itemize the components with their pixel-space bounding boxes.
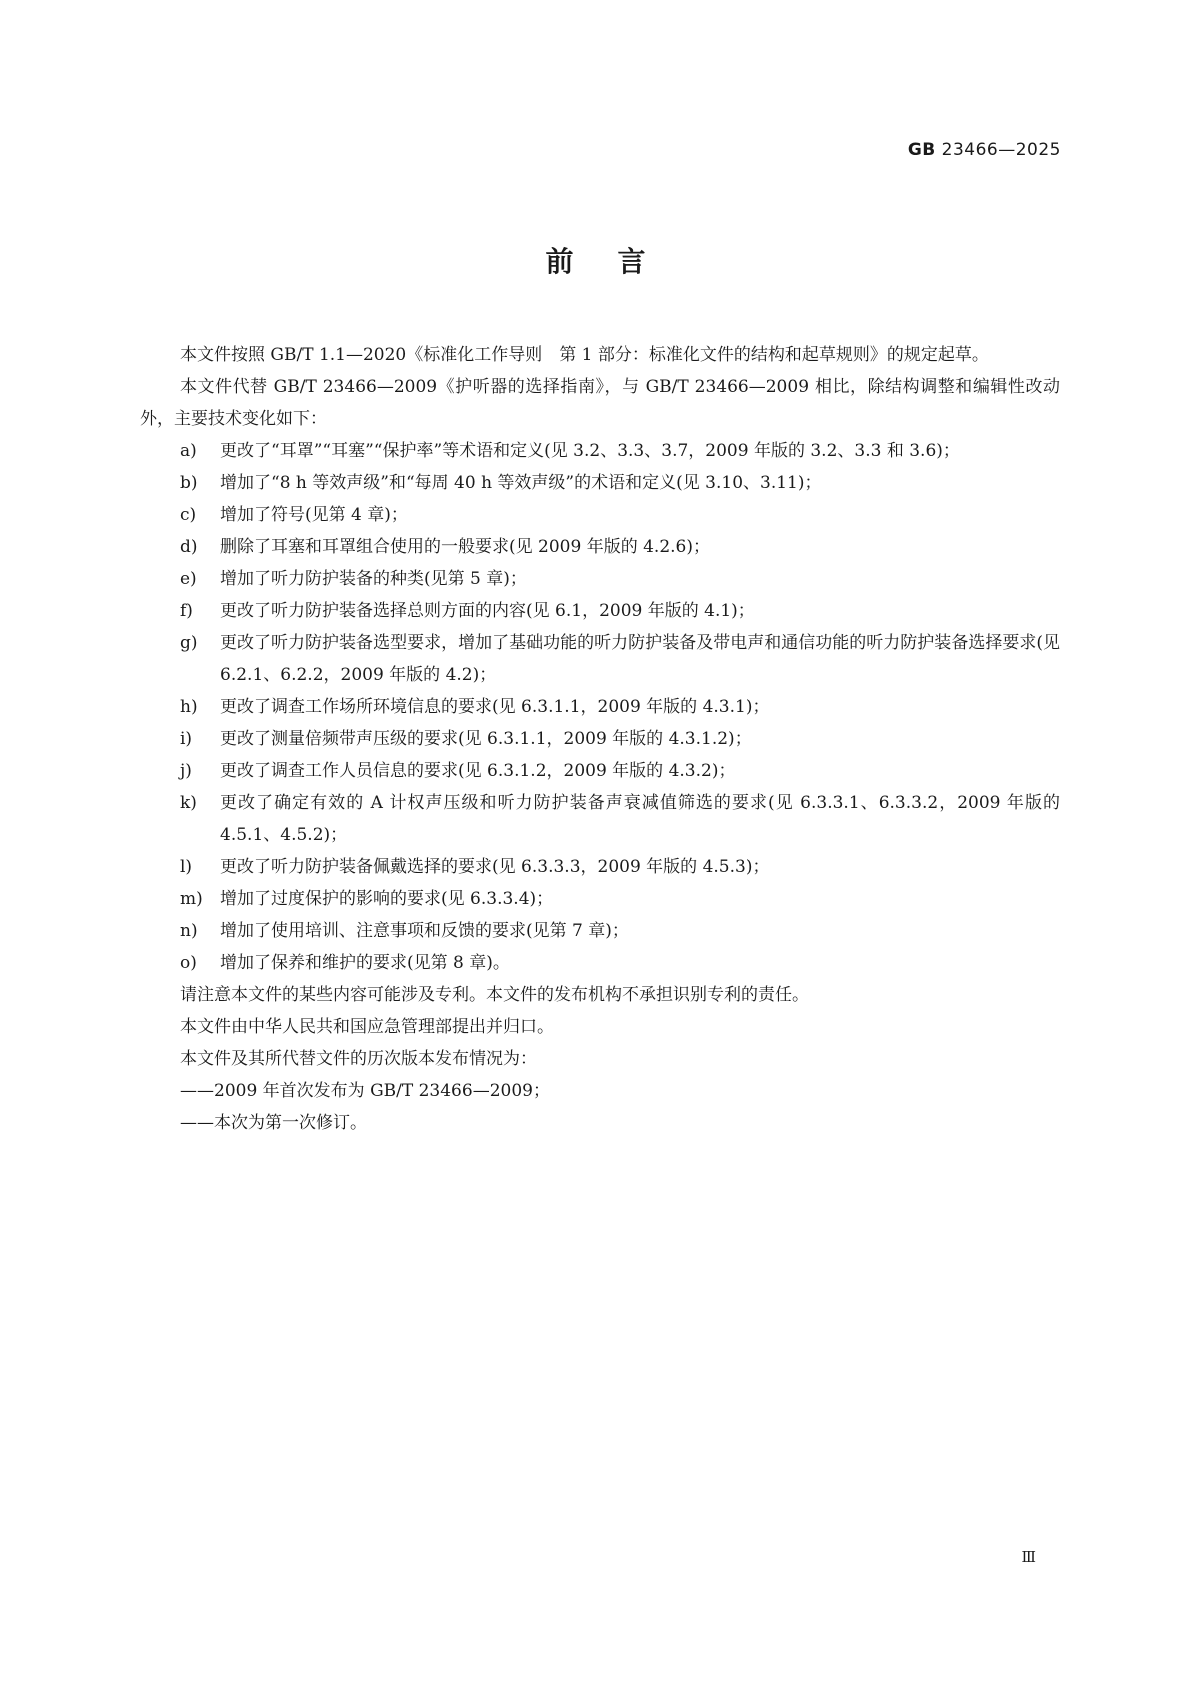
list-text: 更改了听力防护装备选型要求，增加了基础功能的听力防护装备及带电声和通信功能的听力防护装备选择要求(见 6.2.1、6.2.2，2009 年版的 4.2)；: [220, 633, 1060, 685]
list-marker: m): [180, 889, 203, 909]
list-text: 增加了使用培训、注意事项和反馈的要求(见第 7 章)；: [220, 921, 629, 941]
proposer-statement: 本文件由中华人民共和国应急管理部提出并归口。: [180, 1017, 554, 1037]
list-item: [140, 691, 1060, 723]
intro-paragraph-drafting: 本文件按照 GB/T 1.1—2020《标准化工作导则 第 1 部分：标准化文件的结构和起草规则》的规定起草。: [180, 345, 989, 365]
list-text: 删除了耳塞和耳罩组合使用的一般要求(见 2009 年版的 4.2.6)；: [220, 537, 710, 557]
list-marker: c): [180, 505, 197, 525]
list-item: [140, 467, 1060, 499]
list-item: [140, 947, 1060, 979]
list-item: [140, 755, 1060, 787]
list-marker: k): [180, 793, 197, 813]
list-text: 更改了调查工作场所环境信息的要求(见 6.3.1.1，2009 年版的 4.3.1)；: [220, 697, 770, 717]
list-text: 更改了确定有效的 A 计权声压级和听力防护装备声衰减值筛选的要求(见 6.3.3.1、6.3.3.2，2009 年版的 4.5.1、4.5.2)；: [220, 793, 1060, 845]
history-item: ——本次为第一次修订。: [180, 1113, 367, 1133]
list-marker: d): [180, 537, 198, 557]
list-marker: e): [180, 569, 197, 589]
list-marker: l): [180, 857, 193, 877]
list-marker: j): [180, 761, 192, 781]
list-item: [140, 851, 1060, 883]
standard-code: [908, 140, 1061, 160]
list-item: [140, 531, 1060, 563]
standard-prefix: GB: [907, 140, 936, 160]
list-marker: n): [180, 921, 198, 941]
list-text: 增加了保养和维护的要求(见第 8 章)。: [220, 953, 510, 973]
list-text: 更改了听力防护装备佩戴选择的要求(见 6.3.3.3，2009 年版的 4.5.3)；: [220, 857, 770, 877]
list-text: 增加了过度保护的影响的要求(见 6.3.3.4)；: [220, 889, 554, 909]
list-text: 增加了听力防护装备的种类(见第 5 章)；: [220, 569, 527, 589]
list-text: 更改了听力防护装备选择总则方面的内容(见 6.1，2009 年版的 4.1)；: [220, 601, 755, 621]
changes-list: [140, 435, 1060, 979]
list-text: 更改了测量倍频带声压级的要求(见 6.3.1.1，2009 年版的 4.3.1.2)；: [220, 729, 752, 749]
list-item: [140, 499, 1060, 531]
list-text: 更改了“耳罩”“耳塞”“保护率”等术语和定义(见 3.2、3.3、3.7，2009 年版的 3.2、3.3 和 3.6)；: [220, 441, 960, 461]
foreword-body: [140, 339, 1060, 1139]
page-number: Ⅲ: [1021, 1548, 1036, 1566]
list-text: 更改了调查工作人员信息的要求(见 6.3.1.2，2009 年版的 4.3.2)；: [220, 761, 736, 781]
list-item: [140, 595, 1060, 627]
list-text: 增加了“8 h 等效声级”和“每周 40 h 等效声级”的术语和定义(见 3.10、3.11)；: [220, 473, 822, 493]
list-marker: i): [180, 729, 193, 749]
list-item: [140, 627, 1060, 691]
list-item: [140, 435, 1060, 467]
history-intro: 本文件及其所代替文件的历次版本发布情况为：: [180, 1049, 537, 1069]
page-title: 前言: [545, 245, 690, 278]
intro-paragraph-replacement: 本文件代替 GB/T 23466—2009《护听器的选择指南》，与 GB/T 23466—2009 相比，除结构调整和编辑性改动外，主要技术变化如下：: [140, 377, 1060, 429]
list-marker: a): [180, 441, 197, 461]
list-marker: g): [180, 633, 198, 653]
history-item: ——2009 年首次发布为 GB/T 23466—2009；: [180, 1081, 550, 1101]
list-item: [140, 563, 1060, 595]
list-item: [140, 787, 1060, 851]
list-marker: b): [180, 473, 198, 493]
list-text: 增加了符号(见第 4 章)；: [220, 505, 408, 525]
list-marker: o): [180, 953, 197, 973]
standard-number: 23466—2025: [941, 140, 1061, 160]
list-item: [140, 883, 1060, 915]
list-marker: h): [180, 697, 198, 717]
patent-notice: 请注意本文件的某些内容可能涉及专利。本文件的发布机构不承担识别专利的责任。: [180, 985, 809, 1005]
list-item: [140, 915, 1060, 947]
list-item: [140, 723, 1060, 755]
list-marker: f): [180, 601, 193, 621]
